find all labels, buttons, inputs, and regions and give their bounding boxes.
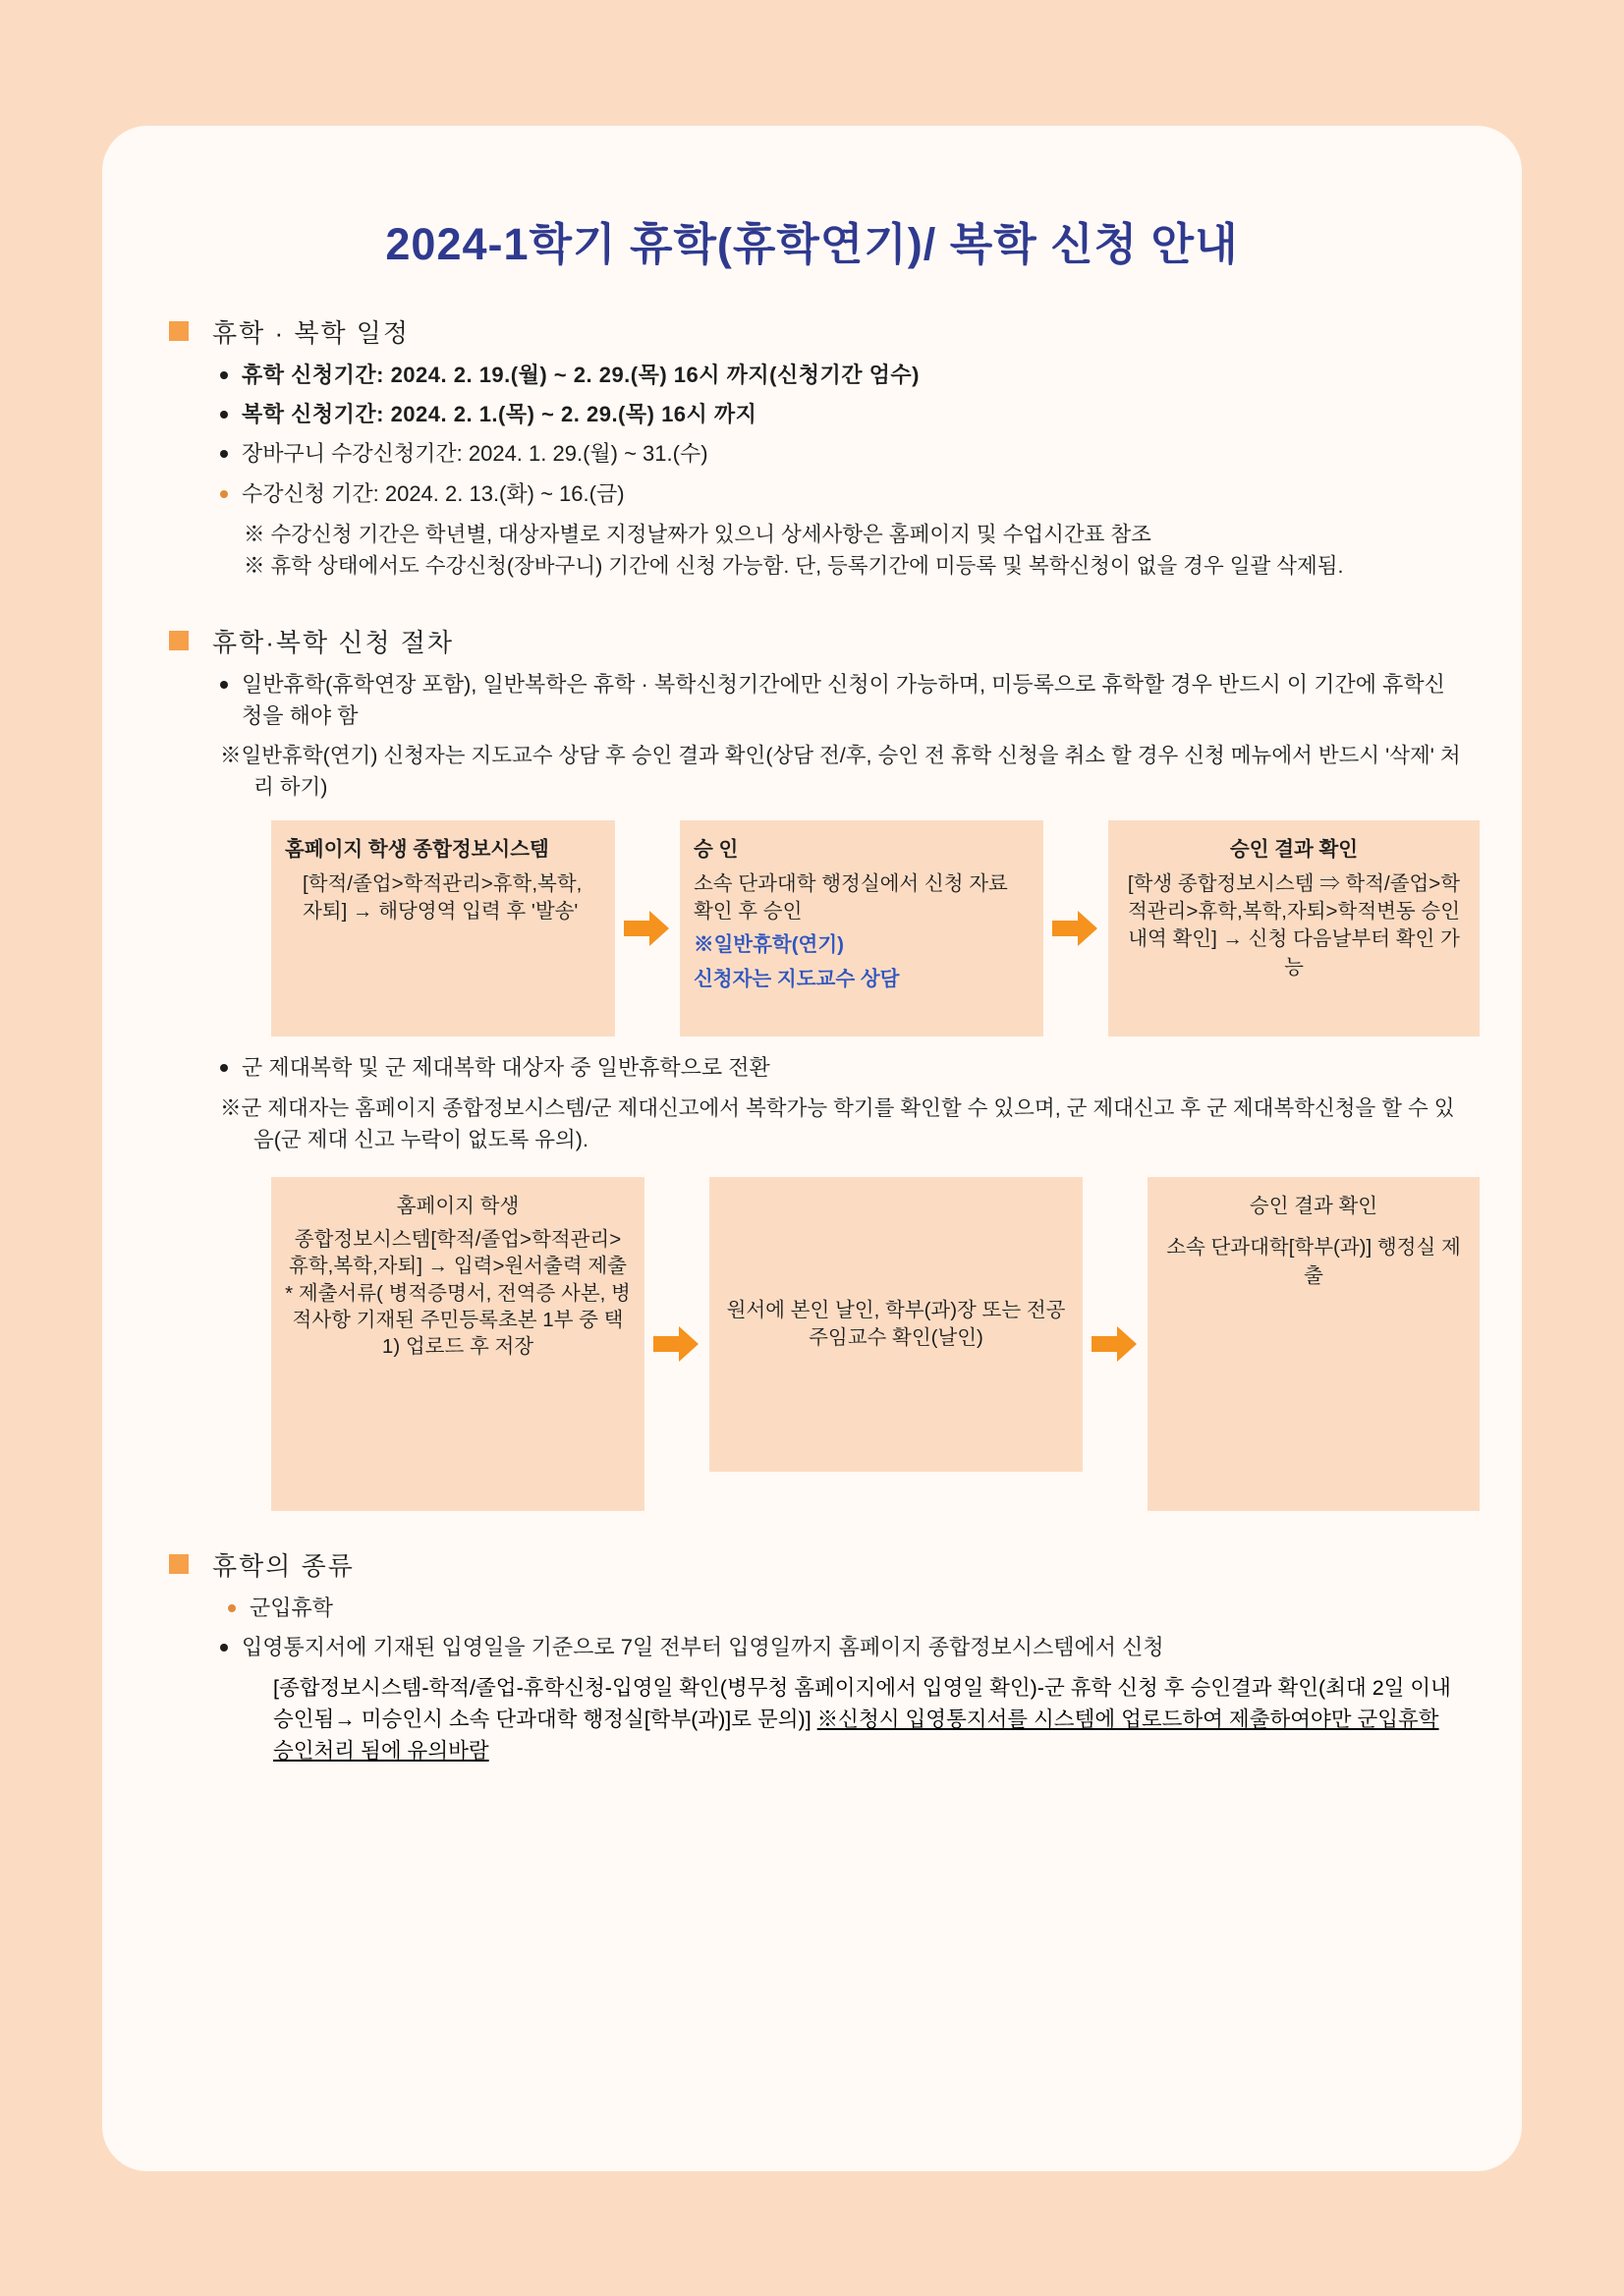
section-schedule [161, 313, 1463, 582]
military-note [220, 1092, 1463, 1156]
document-body [102, 126, 1522, 1766]
flow-box-title: 승인 결과 확인 [1249, 1195, 1378, 1218]
section-heading: 휴학 · 복학 일정 [212, 318, 411, 348]
procedure-note [220, 740, 1463, 804]
flow-box-apply-military [271, 1177, 644, 1511]
leave-types-detail [273, 1672, 1463, 1767]
arrow-right-icon [615, 820, 680, 1036]
arrow-right-icon [1083, 1177, 1148, 1511]
document-page [102, 126, 1522, 2171]
military-list [212, 1052, 1463, 1083]
list-item: 수강신청 기간: 2024. 2. 13.(화) ~ 16.(금) [212, 478, 1463, 509]
note-line: ※ 휴학 상태에서도 수강신청(장바구니) 기간에 신청 가능함. 단, 등록기간에 미등록 및 복학신청이 없을 경우 일괄 삭제됨. [244, 554, 1344, 579]
note-line: ※ 수강신청 기간은 학년별, 대상자별로 지정날짜가 있으니 상세사항은 홈페이지 및 수업시간표 참조 [244, 522, 1151, 546]
section-procedure [161, 623, 1463, 1511]
section-heading: 휴학·복학 신청 절차 [212, 628, 455, 658]
flow-box-text: 소속 단과대학[학부(과)] 행정실 제출 [1166, 1236, 1461, 1287]
arrow-right-icon [644, 1177, 709, 1511]
list-item: 복학 신청기간: 2024. 2. 1.(목) ~ 2. 29.(목) 16시 까지 [212, 399, 1463, 429]
square-bullet-icon [169, 631, 189, 650]
list-item: 군 제대복학 및 군 제대복학 대상자 중 일반휴학으로 전환 [212, 1052, 1463, 1083]
square-bullet-icon [169, 1554, 189, 1574]
flow-box-signature [709, 1177, 1083, 1472]
flow-box-submit [1148, 1177, 1480, 1511]
square-bullet-icon [169, 321, 189, 341]
flow-box-title: 홈페이지 학생 [396, 1195, 520, 1218]
leave-types-list [212, 1593, 1463, 1662]
flow-box-text: [학생 종합정보시스템 ⇒ 학적/졸업>학적관리>휴학,복학,자퇴>학적변동 승인내역 확인] → 신청 다음날부터 확인 가능 [1127, 871, 1461, 979]
procedure-list [212, 669, 1463, 730]
note-line: [종합정보시스템-학적/졸업-휴학신청-입영일 확인(병무청 홈페이지에서 입영일 확인)-군 휴학 신청 후 승인결과 확인(최대 2일 이내 승인됨→ 미승인시 소속 단과대학 행정실[학부(과)]로 문의)] [273, 1675, 1451, 1731]
note-line: ※일반휴학(연기) 신청자는 지도교수 상담 후 승인 결과 확인(상담 전/후, 승인 전 휴학 신청을 취소 할 경우 신청 메뉴에서 반드시 '삭제' 처리 하기) [220, 743, 1461, 800]
flow-box-title: 승인 결과 확인 [1229, 838, 1359, 862]
flow-diagram-military [271, 1177, 1480, 1511]
list-item: 입영통지서에 기재된 입영일을 기준으로 7일 전부터 입영일까지 홈페이지 종합정보시스템에서 신청 [212, 1632, 1463, 1662]
flow-box-text: 종합정보시스템[학적/졸업>학적관리>휴학,복학,자퇴] → 입력>원서출력 제출 * 제출서류( 병적증명서, 전역증 사본, 병적사항 기재된 주민등록초본 1부 중 택1) 업로드 후 저장 [285, 1227, 631, 1359]
flow-diagram-general [271, 820, 1480, 1036]
note-line: ※군 제대자는 홈페이지 종합정보시스템/군 제대신고에서 복학가능 학기를 확인할 수 있으며, 군 제대신고 후 군 제대복학신청을 할 수 있음(군 제대 신고 누락이 없도록 유의). [220, 1095, 1455, 1151]
flow-box-note2: 신청자는 지도교수 상담 [694, 967, 900, 990]
flow-box-note: ※일반휴학(연기) [694, 933, 844, 957]
note-line: ※신청시 입영통지서를 시스템에 업로드하여 제출하여야만 군입휴학 승인처리 됨에 유의바람 [273, 1707, 1439, 1764]
arrow-right-icon [1043, 820, 1108, 1036]
schedule-list [212, 360, 1463, 509]
flow-box-approval [680, 820, 1043, 1036]
list-item: 장바구니 수강신청기간: 2024. 1. 29.(월) ~ 31.(수) [212, 438, 1463, 469]
flow-box-apply [271, 820, 615, 1036]
flow-box-text: 원서에 본인 날인, 학부(과)장 또는 전공주임교수 확인(날인) [726, 1298, 1066, 1350]
list-item: 휴학 신청기간: 2024. 2. 19.(월) ~ 2. 29.(목) 16시 까지(신청기간 엄수) [212, 360, 1463, 390]
flow-box-text: 소속 단과대학 행정실에서 신청 자료 확인 후 승인 [694, 871, 1008, 923]
flow-box-text: [학적/졸업>학적관리>휴학,복학,자퇴] → 해당영역 입력 후 '발송' [303, 871, 583, 923]
list-item: 일반휴학(휴학연장 포함), 일반복학은 휴학 · 복학신청기간에만 신청이 가능하며, 미등록으로 휴학할 경우 반드시 이 기간에 휴학신청을 해야 함 [212, 669, 1463, 730]
section-leave-types [161, 1546, 1463, 1766]
flow-box-title: 홈페이지 학생 종합정보시스템 [285, 838, 549, 862]
schedule-notes [244, 519, 1463, 583]
page-title: 2024-1학기 휴학(휴학연기)/ 복학 신청 안내 [385, 219, 1239, 269]
flow-box-title: 승 인 [694, 838, 739, 862]
list-item: 군입휴학 [220, 1593, 1463, 1623]
section-heading: 휴학의 종류 [212, 1551, 355, 1582]
flow-box-result [1108, 820, 1480, 1036]
